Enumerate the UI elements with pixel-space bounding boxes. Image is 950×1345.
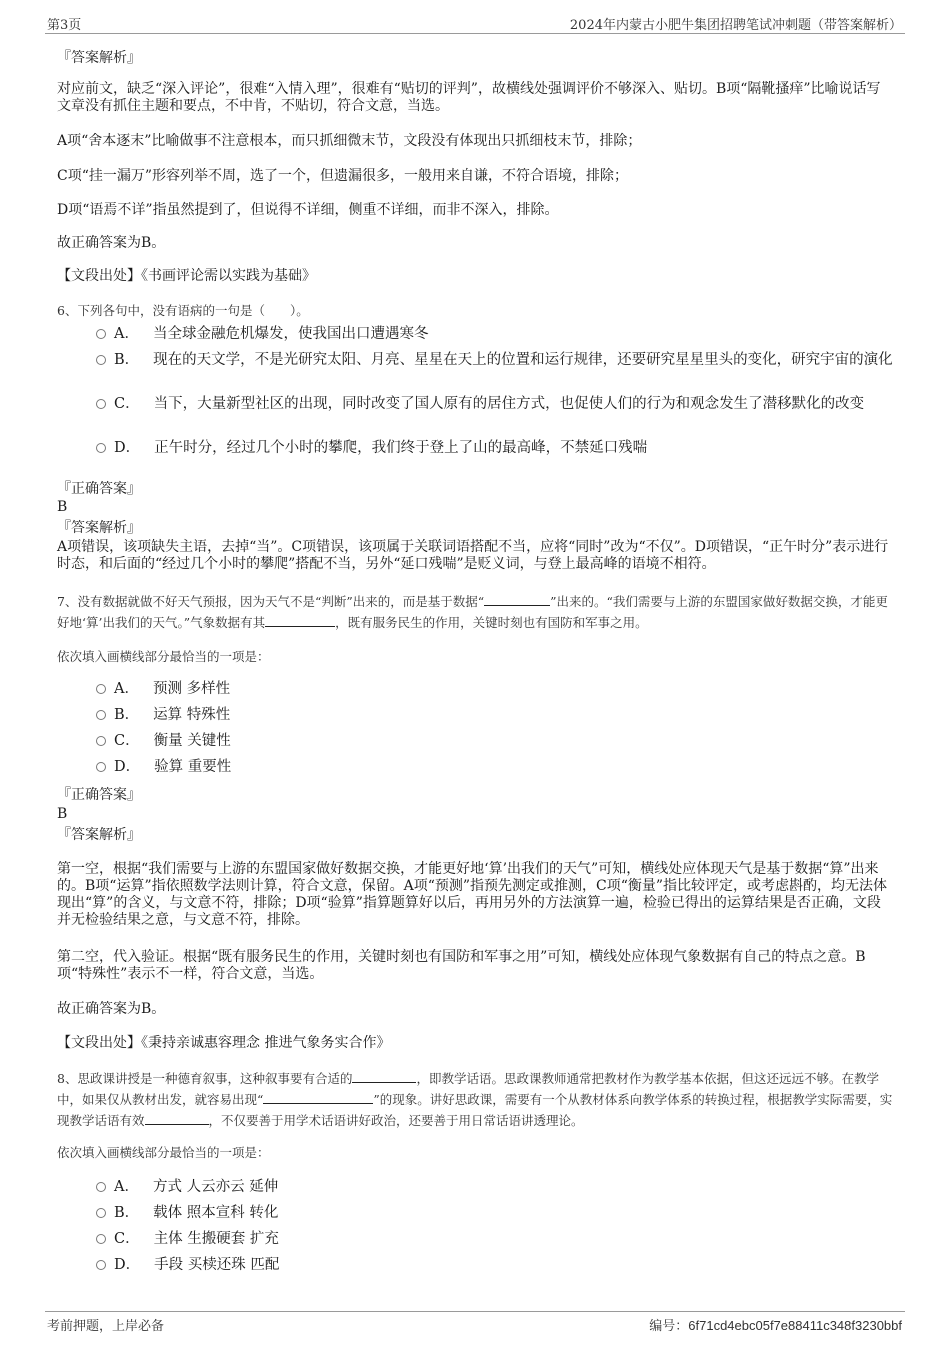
- radio-button[interactable]: [96, 1208, 106, 1218]
- radio-button[interactable]: [96, 1260, 106, 1270]
- q5-analysis-para3: C项“挂一漏万”形容列举不周，选了一个，但遗漏很多，一般用来自谦，不符合语境，排除；: [57, 168, 629, 184]
- page-number: 第3页: [47, 18, 82, 33]
- radio-button[interactable]: [96, 329, 106, 339]
- code-label: 编号：: [649, 1319, 689, 1334]
- code-value: 6f71cd4ebc05f7e88411c348f3230bbf: [688, 1318, 902, 1333]
- q6-correct-answer: B: [57, 499, 68, 515]
- q5-source: 【文段出处】《书画评论需以实践为基础》: [57, 268, 316, 284]
- radio-button[interactable]: [96, 355, 106, 365]
- q5-analysis-para2: A项“舍本逐末”比喻做事不注意根本，而只抓细微末节，文段没有体现出只抓细枝末节，排除；: [57, 133, 642, 149]
- radio-button[interactable]: [96, 710, 106, 720]
- q7-correct-label: 『正确答案』: [57, 787, 141, 803]
- option-label: A．: [114, 681, 139, 697]
- q8-option-a[interactable]: [96, 1176, 896, 1198]
- q6-analysis: A项错误，该项缺失主语，去掉“当”。C项错误，该项属于关联词语搭配不当，应将“同时”改为“不仅”。D项错误，“正午时分”表示进行时态，和后面的“经过几个小时的攀爬”搭配不当，另外“延口残喘”是贬义词，与登上最高峰的语境不相符。: [57, 539, 889, 572]
- header-divider: [45, 33, 905, 34]
- option-label: D．: [114, 1257, 141, 1273]
- option-label: B．: [114, 707, 140, 723]
- radio-button[interactable]: [96, 443, 106, 453]
- option-text: 运算 特殊性: [153, 707, 231, 723]
- q6-option-b[interactable]: [96, 349, 896, 371]
- q7-analysis-para1: 第一空，根据“我们需要与上游的东盟国家做好数据交换，才能更好地‘算’出我们的天气”可知，横线处应体现天气是基于数据“算”出来的。B项“运算”指依照数学法则计算，符合文意，保留。A项“预测”指预先测定或推测，C项“衡量”指比较评定，或考虑斟酌，均无法体现出“算”的含义，与文意不符，排除；D项“验算”指算题算好以后，再用另外的方法演算一遍，检验已得出的运算结果是否正确，文段并无检验结果之意，与文意不符，排除。: [57, 861, 888, 928]
- q7-stem: 7、没有数据就做不好天气预报，因为天气不是“判断”出来的，而是基于数据“ ”出来的。“我们需要与上游的东盟国家做好数据交换，才能更好地‘算’出我们的天气。”气象数据有其 ，既有服务民生的作用，关键时刻也有国防和军事之用。: [57, 594, 888, 630]
- option-label: B．: [114, 352, 140, 368]
- option-label: A．: [114, 326, 139, 342]
- q8-prompt: 依次填入画横线部分最恰当的一项是：: [57, 1145, 270, 1160]
- radio-button[interactable]: [96, 684, 106, 694]
- q7-option-d[interactable]: [96, 756, 896, 778]
- blank-line: [145, 1112, 209, 1125]
- option-text: 载体 照本宣科 转化: [153, 1205, 279, 1221]
- radio-button[interactable]: [96, 762, 106, 772]
- radio-button[interactable]: [96, 736, 106, 746]
- q7-analysis-para2: 第二空，代入验证。根据“既有服务民生的作用，关键时刻也有国防和军事之用”可知，横线处应体现气象数据有自己的特点之意。B项“特殊性”表示不一样，符合文意，当选。: [57, 949, 866, 982]
- option-label: D．: [114, 759, 141, 775]
- q7-source: 【文段出处】《秉持亲诚惠容理念 推进气象务实合作》: [57, 1035, 391, 1051]
- footer-slogan: 考前押题，上岸必备: [47, 1319, 165, 1334]
- blank-line: [484, 593, 550, 606]
- option-text: 方式 人云亦云 延伸: [152, 1179, 279, 1195]
- q7-option-a[interactable]: [96, 678, 896, 700]
- option-text: 验算 重要性: [154, 759, 232, 775]
- option-text: 衡量 关键性: [153, 733, 231, 749]
- blank-line: [352, 1070, 416, 1083]
- q7-analysis-label: 『答案解析』: [57, 827, 141, 843]
- option-text: 手段 买椟还珠 匹配: [154, 1257, 280, 1273]
- option-label: D．: [114, 440, 141, 456]
- q5-analysis-label: 『答案解析』: [57, 50, 141, 66]
- q5-conclusion: 故正确答案为B。: [57, 235, 166, 251]
- q8-option-c[interactable]: [96, 1228, 896, 1250]
- option-text: 主体 生搬硬套 扩充: [153, 1231, 279, 1247]
- footer-divider: [45, 1311, 905, 1312]
- option-text: 当全球金融危机爆发，使我国出口遭遇寒冬: [152, 326, 429, 342]
- document-title: 2024年内蒙古小肥牛集团招聘笔试冲刺题（带答案解析）: [569, 18, 902, 33]
- q6-analysis-label: 『答案解析』: [57, 520, 141, 536]
- q7-prompt: 依次填入画横线部分最恰当的一项是：: [57, 649, 270, 664]
- q6-option-a[interactable]: [96, 323, 896, 345]
- q8-option-b[interactable]: [96, 1202, 896, 1224]
- q7-option-b[interactable]: [96, 704, 896, 726]
- option-label: C．: [114, 1231, 140, 1247]
- q6-correct-label: 『正确答案』: [57, 481, 141, 497]
- q6-option-c[interactable]: [96, 393, 896, 415]
- option-text: 当下，大量新型社区的出现，同时改变了国人原有的居住方式，也促使人们的行为和观念发生了潜移默化的改变: [153, 396, 865, 412]
- q6-stem: 6、下列各句中，没有语病的一句是（ ）。: [57, 303, 309, 318]
- option-label: C．: [114, 733, 140, 749]
- footer-code: [649, 1315, 902, 1334]
- option-label: B．: [114, 1205, 140, 1221]
- q5-analysis-para1: 对应前文，缺乏“深入评论”，很难“入情入理”，很难有“贴切的评判”，故横线处强调评价不够深入、贴切。B项“隔靴搔痒”比喻说话写文章没有抓住主题和要点，不中肯，不贴切，符合文意，当选。: [57, 81, 881, 114]
- blank-line: [265, 614, 335, 627]
- q7-correct-answer: B: [57, 806, 68, 822]
- q8-option-d[interactable]: [96, 1254, 896, 1276]
- radio-button[interactable]: [96, 399, 106, 409]
- option-label: C．: [114, 396, 140, 412]
- q8-stem: 8、思政课讲授是一种德育叙事，这种叙事要有合适的 ，即教学话语。思政课教师通常把教材作为教学基本依据，但这还远远不够。在教学中，如果仅从教材出发，就容易出现“ ”的现象。讲好思政课，需要有一个从教材体系向教学体系的转换过程，根据教学实际需要，实现教学话语有效 ，不仅要善于用学术话语讲好政治，还要善于用日常话语讲透理论。: [57, 1071, 893, 1128]
- q6-option-d[interactable]: [96, 437, 896, 459]
- blank-line: [263, 1091, 373, 1104]
- option-label: A．: [114, 1179, 139, 1195]
- q7-conclusion: 故正确答案为B。: [57, 1001, 166, 1017]
- radio-button[interactable]: [96, 1182, 106, 1192]
- q5-analysis-para4: D项“语焉不详”指虽然提到了，但说得不详细，侧重不详细，而非不深入，排除。: [57, 202, 559, 218]
- radio-button[interactable]: [96, 1234, 106, 1244]
- option-text: 正午时分，经过几个小时的攀爬，我们终于登上了山的最高峰，不禁延口残喘: [154, 440, 648, 456]
- option-text: 现在的天文学，不是光研究太阳、月亮、星星在天上的位置和运行规律，还要研究星星里头的变化，研究宇宙的演化: [153, 352, 893, 368]
- option-text: 预测 多样性: [152, 681, 231, 697]
- q7-option-c[interactable]: [96, 730, 896, 752]
